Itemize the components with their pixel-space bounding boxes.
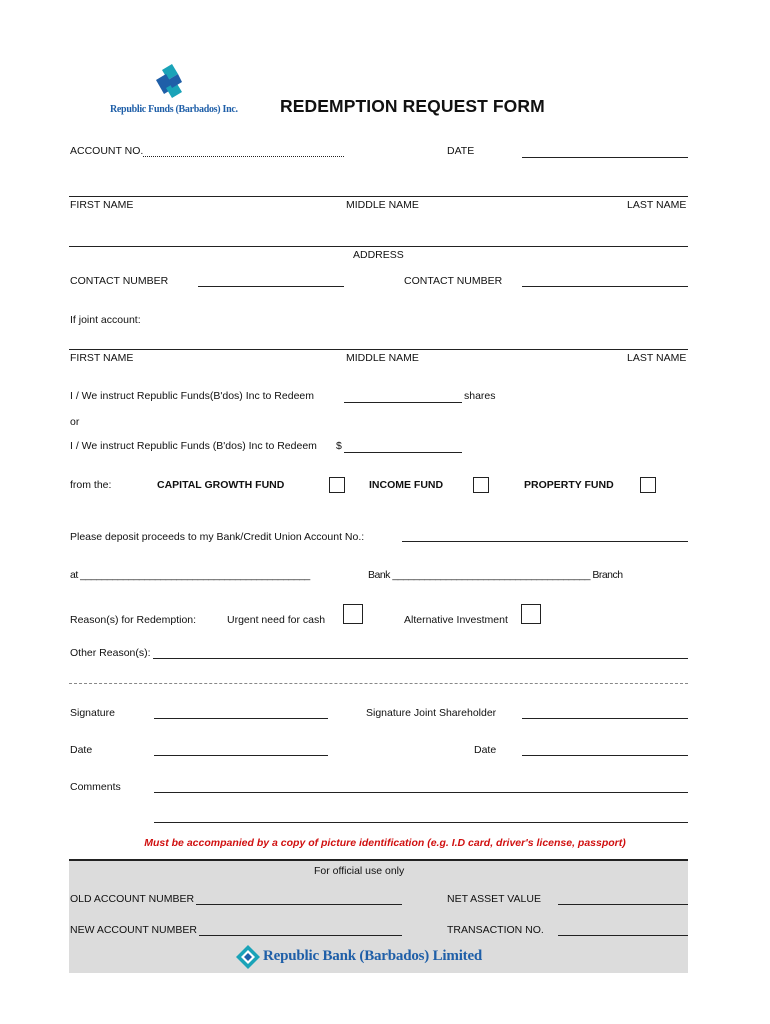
shares-field[interactable] [344, 402, 462, 403]
contact-number-label-2: CONTACT NUMBER [404, 275, 503, 287]
redeem-dollars-text: I / We instruct Republic Funds (B'dos) Inc to Redeem [70, 440, 317, 452]
date-right-label: Date [474, 744, 497, 756]
date-left-field[interactable] [154, 755, 328, 756]
bank-logo [235, 944, 505, 970]
net-asset-value-label: NET ASSET VALUE [447, 893, 541, 905]
comments-field[interactable] [154, 792, 688, 793]
date-left-label: Date [70, 744, 93, 756]
joint-signature-label: Signature Joint Shareholder [366, 707, 497, 719]
contact-number-field-2[interactable] [522, 286, 688, 287]
name-field-line[interactable] [69, 196, 688, 197]
transaction-no-field[interactable] [558, 935, 688, 936]
page-title: REDEMPTION REQUEST FORM [280, 96, 545, 116]
joint-middle-name-label: MIDDLE NAME [346, 352, 419, 364]
official-use-section [69, 859, 688, 973]
property-fund-checkbox[interactable] [640, 477, 656, 493]
middle-name-label: MIDDLE NAME [346, 199, 419, 211]
joint-name-field-line[interactable] [69, 349, 688, 350]
income-fund-checkbox[interactable] [473, 477, 489, 493]
address-field-line[interactable] [69, 246, 688, 247]
old-account-label: OLD ACCOUNT NUMBER [70, 893, 195, 905]
transaction-no-label: TRANSACTION NO. [447, 924, 544, 936]
deposit-account-field[interactable] [402, 541, 688, 542]
other-reasons-field-2[interactable] [69, 683, 688, 684]
signature-field[interactable] [154, 718, 328, 719]
new-account-label: NEW ACCOUNT NUMBER [70, 924, 197, 936]
account-no-label: ACCOUNT NO. [70, 145, 144, 157]
dollar-amount-field[interactable] [344, 452, 462, 453]
capital-growth-fund-label: CAPITAL GROWTH FUND [157, 479, 285, 491]
comments-label: Comments [70, 781, 121, 793]
joint-signature-field[interactable] [522, 718, 688, 719]
last-name-label: LAST NAME [627, 199, 687, 211]
official-use-heading: For official use only [314, 865, 405, 877]
other-reasons-label: Other Reason(s): [70, 647, 151, 659]
urgent-cash-label: Urgent need for cash [227, 614, 326, 626]
income-fund-label: INCOME FUND [369, 479, 444, 491]
comments-field-2[interactable] [154, 822, 688, 823]
contact-number-field[interactable] [198, 286, 344, 287]
property-fund-label: PROPERTY FUND [524, 479, 614, 491]
alternative-investment-checkbox[interactable] [521, 604, 541, 624]
first-name-label: FIRST NAME [70, 199, 134, 211]
or-text: or [70, 416, 80, 428]
date-label: DATE [447, 145, 475, 157]
deposit-label: Please deposit proceeds to my Bank/Credit Union Account No.: [70, 531, 365, 543]
old-account-field[interactable] [196, 904, 402, 905]
urgent-cash-checkbox[interactable] [343, 604, 363, 624]
joint-first-name-label: FIRST NAME [70, 352, 134, 364]
account-no-field[interactable] [143, 156, 344, 157]
capital-growth-fund-checkbox[interactable] [329, 477, 345, 493]
company-logo [96, 64, 236, 124]
shares-suffix: shares [464, 390, 496, 402]
signature-label: Signature [70, 707, 115, 719]
logo-mark-icon [148, 64, 188, 104]
redeem-shares-text: I / We instruct Republic Funds(B'dos) Inc to Redeem [70, 390, 314, 402]
new-account-field[interactable] [199, 935, 402, 936]
logo-text: Republic Funds (Barbados) Inc. [110, 104, 238, 115]
address-label: ADDRESS [353, 249, 404, 261]
contact-number-label: CONTACT NUMBER [70, 275, 169, 287]
alternative-investment-label: Alternative Investment [404, 614, 508, 626]
bank-logo-mark-icon [235, 944, 261, 970]
other-reasons-field[interactable] [153, 658, 688, 659]
at-bank-field[interactable]: at ___________________________________________ [70, 569, 310, 581]
date-field[interactable] [522, 157, 688, 158]
id-requirement-notice: Must be accompanied by a copy of picture identification (e.g. I.D card, driver's license, passport) [144, 837, 626, 849]
reasons-label: Reason(s) for Redemption: [70, 614, 197, 626]
bank-logo-text: Republic Bank (Barbados) Limited [263, 948, 483, 964]
joint-last-name-label: LAST NAME [627, 352, 687, 364]
joint-account-label: If joint account: [70, 314, 141, 326]
bank-branch-field[interactable]: Bank _____________________________________ Branch [368, 569, 623, 581]
from-label: from the: [70, 479, 112, 491]
dollar-sign: $ [336, 440, 342, 452]
date-right-field[interactable] [522, 755, 688, 756]
net-asset-value-field[interactable] [558, 904, 688, 905]
